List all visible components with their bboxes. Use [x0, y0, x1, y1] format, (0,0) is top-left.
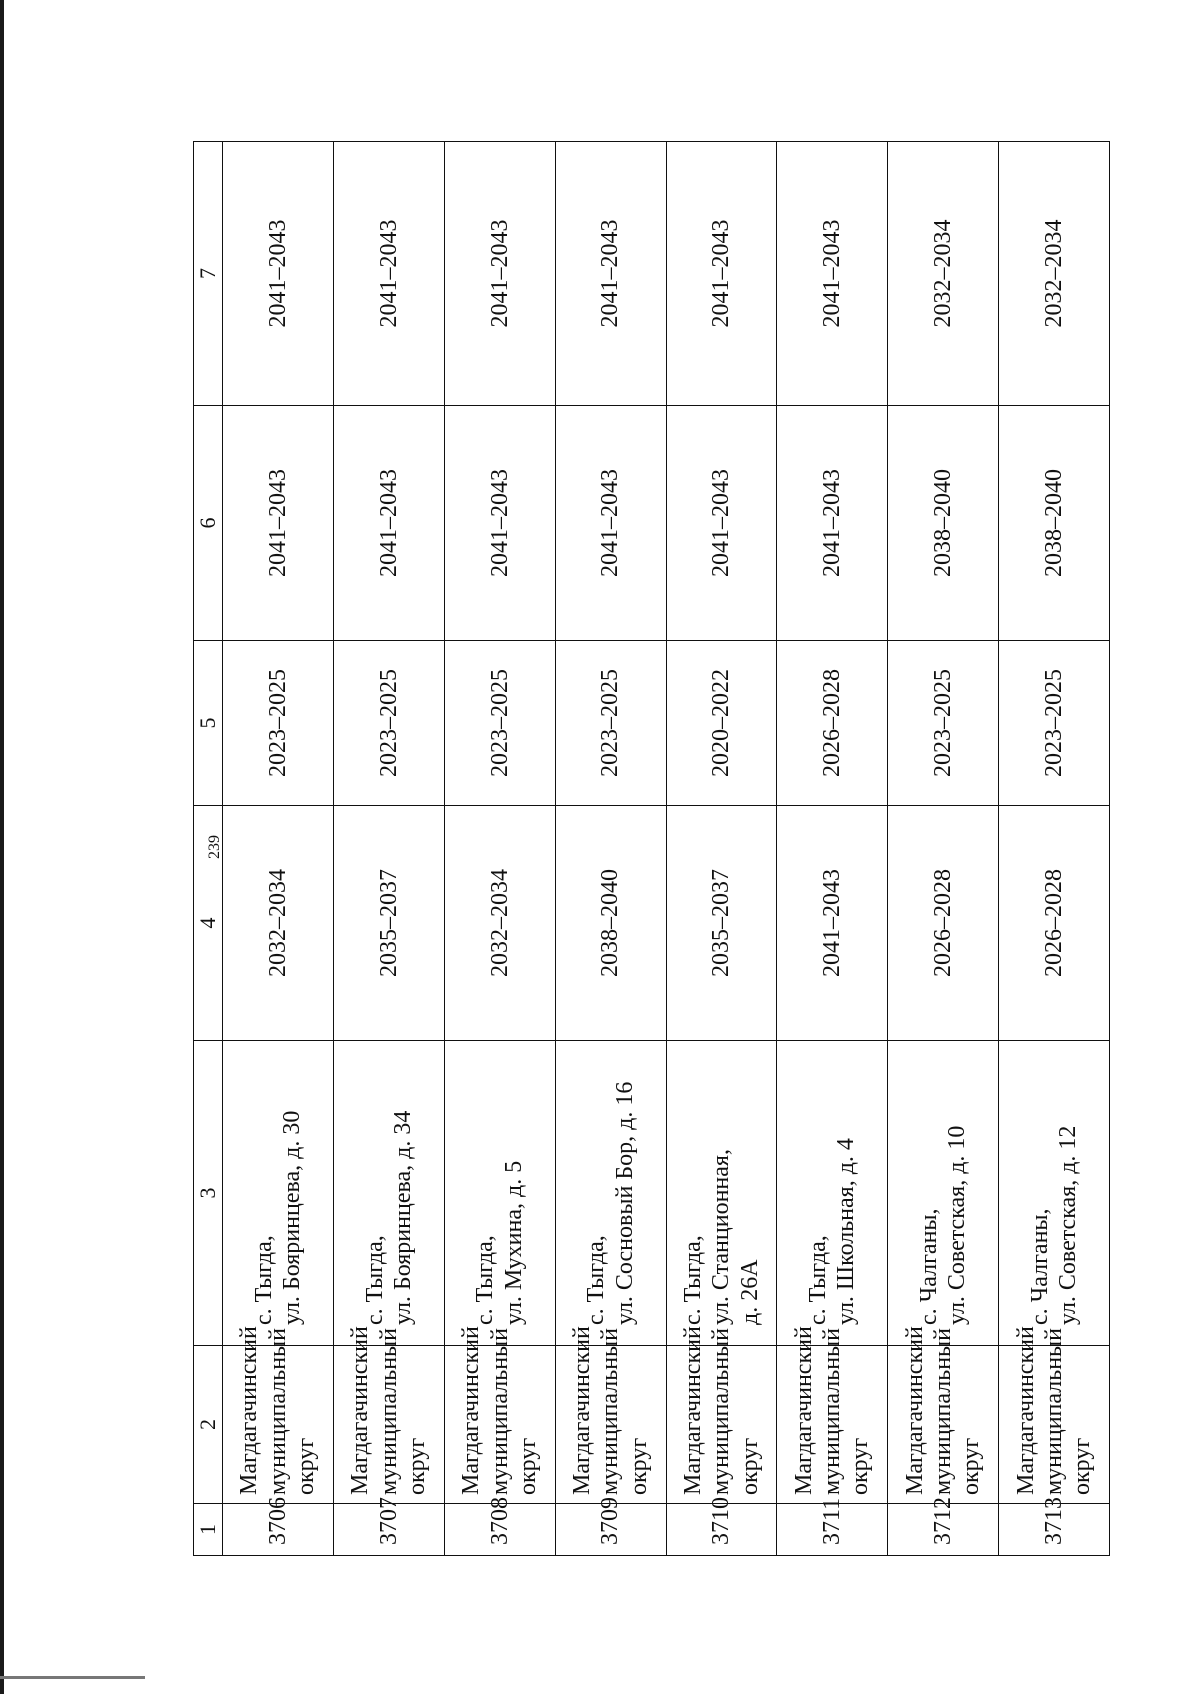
district-line: Магдагачинский [458, 1326, 485, 1495]
cell-address [555, 1041, 666, 1346]
cell-col6: 2041–2043 [777, 406, 888, 641]
address-line: с. Тыгда, [361, 1235, 388, 1325]
district-line: муниципальный [819, 1327, 846, 1495]
address-line: ул. Сосновый Бор, д. 16 [611, 1081, 638, 1325]
cell-address [888, 1041, 999, 1346]
address-line: ул. Бояринцева, д. 34 [389, 1110, 416, 1325]
cell-district [223, 1326, 334, 1504]
cell-district [444, 1326, 555, 1504]
column-header-6: 6 [194, 406, 223, 641]
address-line: с. Тыгда, [472, 1235, 499, 1325]
district-line: муниципальный [597, 1327, 624, 1495]
table-row [333, 142, 444, 1556]
cell-col4: 2032–2034 [444, 806, 555, 1041]
column-header-2: 2 [194, 1346, 223, 1504]
cell-id: 3711 [777, 1504, 888, 1556]
cell-col5: 2023–2025 [444, 641, 555, 806]
cell-address [777, 1041, 888, 1346]
cell-col6: 2041–2043 [555, 406, 666, 641]
district-line: муниципальный [708, 1327, 735, 1495]
table-row [777, 142, 888, 1556]
address-line: ул. Бояринцева, д. 30 [278, 1110, 305, 1325]
column-header-1: 1 [194, 1504, 223, 1556]
address-line: д. 26А [736, 1259, 763, 1325]
cell-district [333, 1326, 444, 1504]
cell-district [888, 1326, 999, 1504]
page-number-text: 239 [206, 835, 223, 859]
address-line: с. Тыгда, [805, 1235, 831, 1325]
table-row [999, 142, 1110, 1556]
district-line: муниципальный [375, 1327, 402, 1495]
cell-col4: 2032–2034 [223, 806, 334, 1041]
cell-address [666, 1041, 777, 1346]
district-line: Магдагачинский [679, 1326, 706, 1495]
column-header-5: 5 [194, 641, 223, 806]
column-header-7: 7 [194, 142, 223, 406]
district-line: округ [958, 1437, 985, 1495]
cell-id: 3706 [223, 1504, 334, 1556]
cell-address [999, 1041, 1110, 1346]
address-line: с. Чалганы, [915, 1208, 942, 1325]
address-line: ул. Советская, д. 10 [944, 1125, 971, 1325]
scan-edge-bottom [0, 1676, 145, 1679]
registry-table [193, 141, 1110, 1556]
cell-col7: 2041–2043 [444, 142, 555, 406]
cell-col4: 2026–2028 [999, 806, 1110, 1041]
cell-col7: 2041–2043 [333, 142, 444, 406]
cell-id: 3708 [444, 1504, 555, 1556]
cell-col6: 2038–2040 [888, 406, 999, 641]
cell-col4: 2035–2037 [666, 806, 777, 1041]
district-line: муниципальный [486, 1327, 513, 1495]
cell-col7: 2032–2034 [888, 142, 999, 406]
cell-id: 3709 [555, 1504, 666, 1556]
cell-address [444, 1041, 555, 1346]
cell-id: 3710 [666, 1504, 777, 1556]
district-line: округ [1069, 1437, 1096, 1495]
table-row [888, 142, 999, 1556]
cell-col6: 2041–2043 [666, 406, 777, 641]
cell-col5: 2023–2025 [223, 641, 334, 806]
district-line: муниципальный [930, 1327, 957, 1495]
district-line: округ [847, 1437, 874, 1495]
cell-col6: 2041–2043 [223, 406, 334, 641]
cell-col7: 2041–2043 [223, 142, 334, 406]
cell-district [666, 1326, 777, 1504]
cell-col7: 2041–2043 [777, 142, 888, 406]
cell-col5: 2023–2025 [555, 641, 666, 806]
cell-district [555, 1326, 666, 1504]
cell-id: 3707 [333, 1504, 444, 1556]
table-header-row [194, 142, 223, 1556]
cell-col5: 2023–2025 [999, 641, 1110, 806]
district-line: округ [736, 1437, 763, 1495]
address-line: с. Тыгда, [679, 1235, 706, 1325]
district-line: округ [514, 1437, 541, 1495]
cell-id: 3713 [999, 1504, 1110, 1556]
district-line: округ [293, 1437, 320, 1495]
district-line: муниципальный [264, 1327, 291, 1495]
district-line: Магдагачинский [1012, 1326, 1039, 1495]
cell-col5: 2023–2025 [888, 641, 999, 806]
cell-col4: 2041–2043 [777, 806, 888, 1041]
cell-col4: 2035–2037 [333, 806, 444, 1041]
cell-district [777, 1326, 888, 1504]
cell-col4: 2026–2028 [888, 806, 999, 1041]
district-line: Магдагачинский [569, 1326, 596, 1495]
district-line: муниципальный [1040, 1327, 1067, 1495]
address-line: ул. Станционная, [708, 1149, 735, 1325]
cell-col5: 2023–2025 [333, 641, 444, 806]
cell-col7: 2032–2034 [999, 142, 1110, 406]
cell-col6: 2038–2040 [999, 406, 1110, 641]
table-row [555, 142, 666, 1556]
district-line: округ [403, 1437, 430, 1495]
cell-district [999, 1326, 1110, 1504]
address-line: ул. Мухина, д. 5 [500, 1160, 527, 1325]
cell-col5: 2020–2022 [666, 641, 777, 806]
cell-address [223, 1041, 334, 1346]
district-line: Магдагачинский [347, 1326, 374, 1495]
cell-id: 3712 [888, 1504, 999, 1556]
column-header-3: 3 [194, 1041, 223, 1346]
scan-edge-left [0, 0, 4, 1694]
cell-col6: 2041–2043 [444, 406, 555, 641]
table-row [666, 142, 777, 1556]
cell-col7: 2041–2043 [666, 142, 777, 406]
cell-col6: 2041–2043 [333, 406, 444, 641]
address-line: с. Тыгда, [583, 1235, 610, 1325]
cell-address [333, 1041, 444, 1346]
cell-col4: 2038–2040 [555, 806, 666, 1041]
table-row [223, 142, 334, 1556]
district-line: Магдагачинский [236, 1326, 263, 1495]
address-line: с. Чалганы, [1026, 1208, 1053, 1325]
address-line: ул. Советская, д. 12 [1055, 1125, 1082, 1325]
district-line: округ [625, 1437, 652, 1495]
address-line: с. Тыгда, [250, 1235, 277, 1325]
address-line: ул. Школьная, д. 4 [833, 1138, 860, 1325]
table-row [444, 142, 555, 1556]
rotated-table-wrapper [193, 142, 1110, 1556]
district-line: Магдагачинский [901, 1326, 928, 1495]
cell-col5: 2026–2028 [777, 641, 888, 806]
cell-col7: 2041–2043 [555, 142, 666, 406]
district-line: Магдагачинский [790, 1326, 817, 1495]
column-header-4: 4 [194, 806, 223, 1041]
